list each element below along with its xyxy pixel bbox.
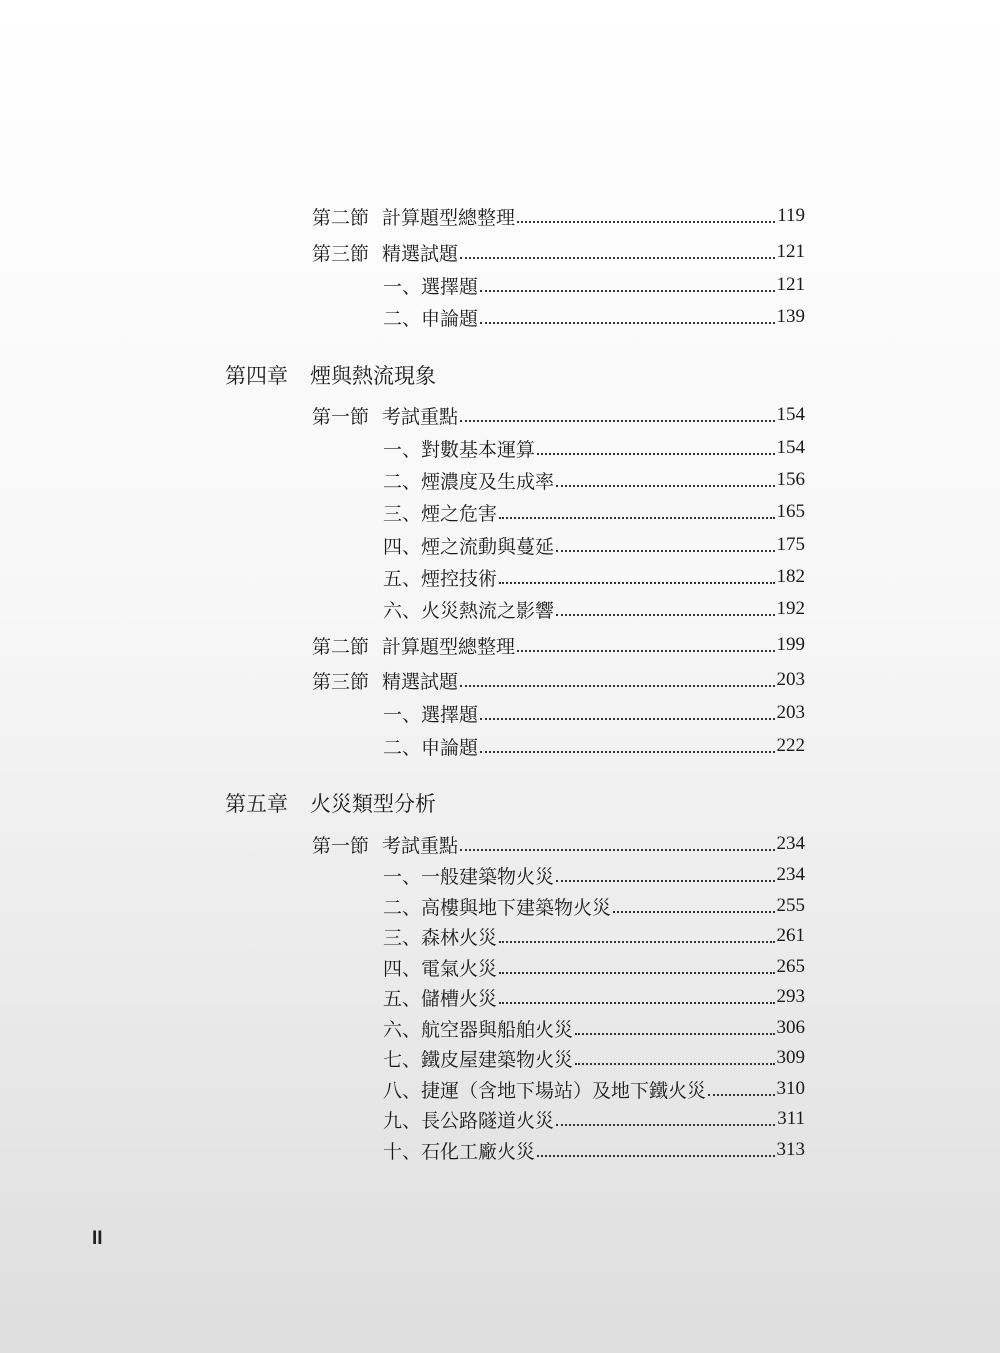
toc-section-row bbox=[312, 401, 805, 429]
dot-leader bbox=[517, 649, 774, 652]
toc-item-row bbox=[383, 861, 805, 889]
dot-leader bbox=[556, 613, 774, 616]
toc-item-row bbox=[383, 498, 805, 526]
section-number: 第一節 bbox=[312, 405, 370, 428]
page-number: 261 bbox=[776, 925, 805, 946]
item-title: 二、煙濃度及生成率 bbox=[383, 470, 555, 493]
dot-leader bbox=[460, 419, 774, 422]
dot-leader bbox=[556, 879, 774, 882]
toc-item-row bbox=[383, 563, 805, 591]
toc-chapter-heading bbox=[225, 359, 436, 391]
page-number: 310 bbox=[776, 1078, 805, 1099]
dot-leader bbox=[499, 971, 774, 974]
page-number: 182 bbox=[776, 566, 805, 587]
section-number: 第一節 bbox=[312, 834, 370, 857]
section-number: 第二節 bbox=[312, 206, 370, 229]
item-title: 一、對數基本運算 bbox=[383, 438, 536, 461]
page-number: 121 bbox=[776, 241, 805, 262]
toc-item-row bbox=[383, 1075, 805, 1103]
toc-section-row bbox=[312, 830, 805, 858]
page-number: 203 bbox=[776, 702, 805, 723]
toc-item-row bbox=[383, 303, 805, 331]
item-title: 二、高樓與地下建築物火災 bbox=[383, 896, 612, 919]
page-number: 255 bbox=[776, 895, 805, 916]
dot-leader bbox=[517, 220, 775, 223]
dot-leader bbox=[613, 910, 774, 913]
chapter-title: 煙與熱流現象 bbox=[310, 364, 436, 388]
page-number: 156 bbox=[776, 469, 805, 490]
item-title: 五、儲槽火災 bbox=[383, 987, 498, 1010]
item-title: 一、選擇題 bbox=[383, 275, 479, 298]
page-number: 293 bbox=[776, 986, 805, 1007]
section-number: 第三節 bbox=[312, 242, 370, 265]
dot-leader bbox=[499, 581, 774, 584]
toc-item-row bbox=[383, 1105, 805, 1133]
dot-leader bbox=[460, 848, 774, 851]
item-title: 四、電氣火災 bbox=[383, 957, 498, 980]
toc-section-row bbox=[312, 666, 805, 694]
page-number: 234 bbox=[776, 864, 805, 885]
chapter-title: 火災類型分析 bbox=[310, 792, 436, 816]
dot-leader bbox=[556, 549, 774, 552]
item-title: 九、長公路隧道火災 bbox=[383, 1109, 555, 1132]
toc-item-row bbox=[383, 732, 805, 760]
section-title: 計算題型總整理 bbox=[382, 635, 516, 658]
item-title: 八、捷運（含地下場站）及地下鐵火災 bbox=[383, 1079, 707, 1102]
section-title: 精選試題 bbox=[382, 242, 459, 265]
item-title: 一、選擇題 bbox=[383, 703, 479, 726]
section-title: 考試重點 bbox=[382, 834, 459, 857]
dot-leader bbox=[556, 484, 774, 487]
page-number: 313 bbox=[776, 1139, 805, 1160]
page-number: 119 bbox=[777, 205, 805, 226]
section-title: 精選試題 bbox=[382, 670, 459, 693]
page-number: 265 bbox=[776, 956, 805, 977]
toc-section-row bbox=[312, 202, 805, 230]
item-title: 四、煙之流動與蔓延 bbox=[383, 535, 555, 558]
dot-leader bbox=[499, 1001, 774, 1004]
toc-item-row bbox=[383, 983, 805, 1011]
toc-item-row bbox=[383, 466, 805, 494]
page-number: 309 bbox=[776, 1047, 805, 1068]
item-title: 七、鐵皮屋建築物火災 bbox=[383, 1048, 574, 1071]
page-number: 203 bbox=[776, 669, 805, 690]
toc-item-row bbox=[383, 271, 805, 299]
section-number: 第三節 bbox=[312, 670, 370, 693]
toc-item-row bbox=[383, 595, 805, 623]
page-number: 175 bbox=[776, 534, 805, 555]
dot-leader bbox=[537, 1154, 774, 1157]
item-title: 十、石化工廠火災 bbox=[383, 1140, 536, 1163]
toc-item-row bbox=[383, 1136, 805, 1164]
page-number: 199 bbox=[776, 634, 805, 655]
page-number: 222 bbox=[776, 735, 805, 756]
item-title: 一、一般建築物火災 bbox=[383, 865, 555, 888]
dot-leader bbox=[480, 750, 774, 753]
dot-leader bbox=[708, 1093, 774, 1096]
dot-leader bbox=[480, 321, 774, 324]
toc-item-row bbox=[383, 434, 805, 462]
page-number: 311 bbox=[777, 1108, 805, 1129]
page-number: 192 bbox=[776, 598, 805, 619]
dot-leader bbox=[499, 516, 774, 519]
toc-item-row bbox=[383, 531, 805, 559]
toc-item-row bbox=[383, 892, 805, 920]
chapter-number: 第四章 bbox=[225, 364, 288, 388]
page-number: 234 bbox=[776, 833, 805, 854]
toc-item-row bbox=[383, 922, 805, 950]
toc-item-row bbox=[383, 1014, 805, 1042]
dot-leader bbox=[575, 1062, 774, 1065]
dot-leader bbox=[460, 256, 774, 259]
item-title: 三、煙之危害 bbox=[383, 502, 498, 525]
item-title: 二、申論題 bbox=[383, 736, 479, 759]
item-title: 六、火災熱流之影響 bbox=[383, 599, 555, 622]
toc-section-row bbox=[312, 631, 805, 659]
toc-item-row bbox=[383, 953, 805, 981]
item-title: 五、煙控技術 bbox=[383, 567, 498, 590]
item-title: 六、航空器與船舶火災 bbox=[383, 1018, 574, 1041]
dot-leader bbox=[460, 684, 774, 687]
toc-item-row bbox=[383, 699, 805, 727]
item-title: 三、森林火災 bbox=[383, 926, 498, 949]
chapter-number: 第五章 bbox=[225, 792, 288, 816]
page-number: 139 bbox=[776, 306, 805, 327]
page-number: 154 bbox=[776, 437, 805, 458]
item-title: 二、申論題 bbox=[383, 307, 479, 330]
page-folio: II bbox=[92, 1228, 103, 1249]
toc-section-row bbox=[312, 238, 805, 266]
dot-leader bbox=[480, 717, 774, 720]
dot-leader bbox=[575, 1032, 774, 1035]
page-number: 306 bbox=[776, 1017, 805, 1038]
page-number: 165 bbox=[776, 501, 805, 522]
section-title: 考試重點 bbox=[382, 405, 459, 428]
toc-item-row bbox=[383, 1044, 805, 1072]
dot-leader bbox=[499, 940, 774, 943]
section-number: 第二節 bbox=[312, 635, 370, 658]
section-title: 計算題型總整理 bbox=[382, 206, 516, 229]
page-number: 121 bbox=[776, 274, 805, 295]
dot-leader bbox=[556, 1123, 775, 1126]
dot-leader bbox=[480, 289, 774, 292]
dot-leader bbox=[537, 452, 774, 455]
page-number: 154 bbox=[776, 404, 805, 425]
toc-chapter-heading bbox=[225, 787, 436, 819]
